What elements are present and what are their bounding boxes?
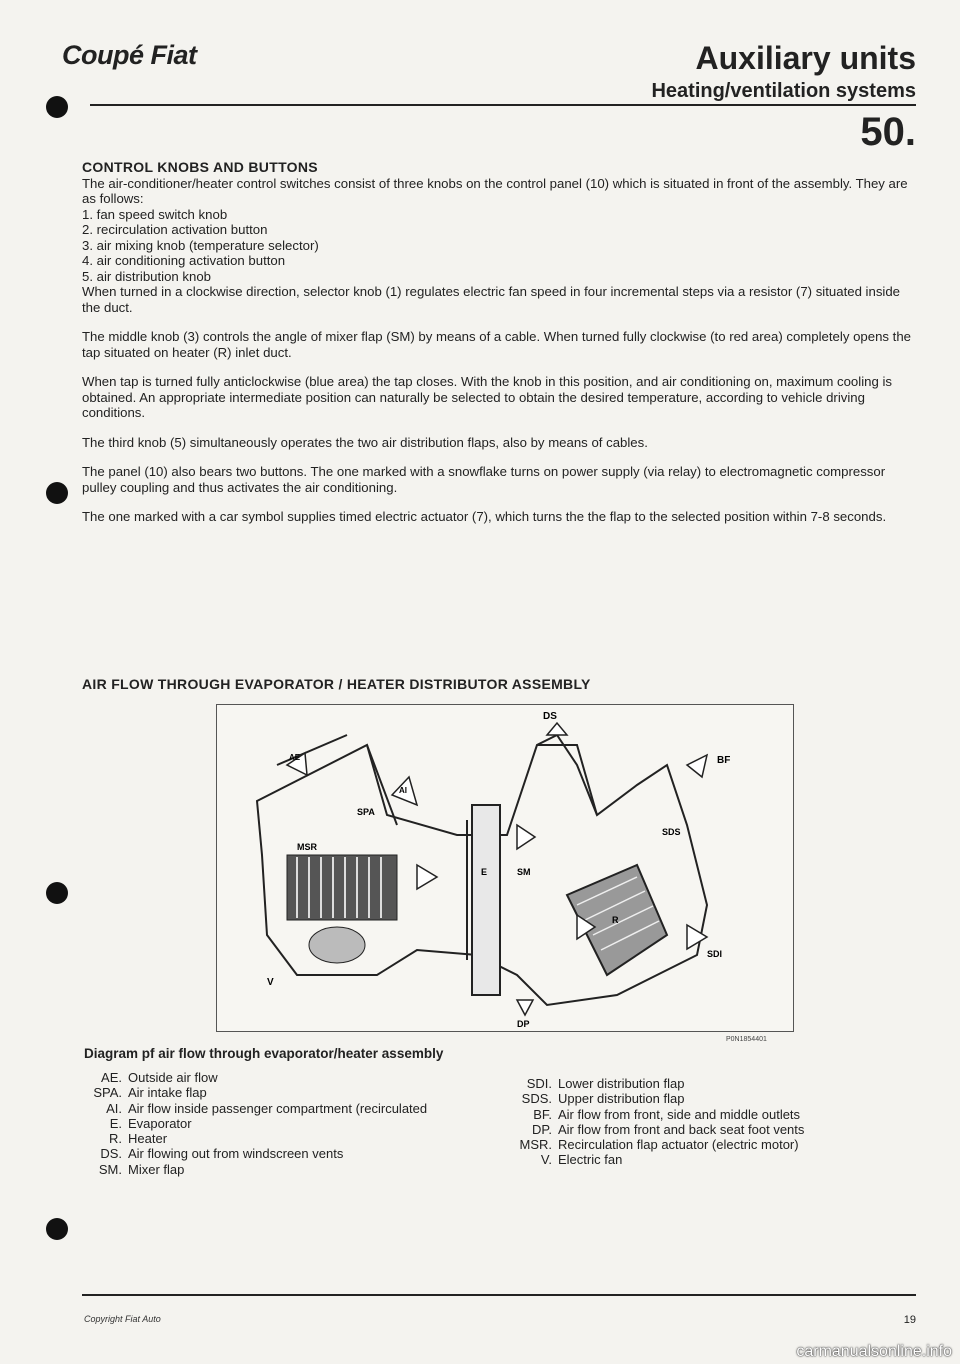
label-sds: SDS	[662, 827, 681, 837]
list-item: 4. air conditioning activation button	[82, 253, 286, 268]
label-ds: DS	[543, 711, 557, 722]
legend-row	[84, 1116, 464, 1131]
paragraph: The panel (10) also bears two buttons. The one marked with a snowflake turns on power supply (via relay) to electromagnetic compressor pulley coupling and thus activates the air conditioning.	[82, 464, 886, 495]
section-title: Auxiliary units	[695, 40, 916, 76]
legend-text: Air flow from front, side and middle outlets	[558, 1106, 801, 1122]
legend-key: AE.	[101, 1070, 122, 1085]
legend-key: R.	[109, 1131, 122, 1147]
paragraph: The third knob (5) simultaneously operates the two air distribution flaps, also by means of cables.	[82, 434, 648, 450]
legend-key: V.	[540, 1152, 552, 1168]
legend-row	[510, 1107, 920, 1122]
legend-row	[84, 1162, 464, 1177]
diagram-drawing	[217, 705, 793, 1031]
legend-key: BF.	[533, 1106, 552, 1122]
label-e: E	[481, 867, 488, 877]
airflow-diagram	[216, 704, 794, 1032]
legend-row	[84, 1101, 464, 1116]
control-section	[82, 160, 916, 539]
legend-text: Mixer flap	[128, 1161, 185, 1177]
legend-row	[510, 1076, 920, 1091]
page-code: 50.	[860, 110, 916, 154]
legend-text: Upper distribution flap	[558, 1091, 685, 1107]
watermark: carmanualsonline.info	[796, 1343, 952, 1360]
legend-text: Lower distribution flap	[558, 1076, 685, 1091]
legend-row	[510, 1122, 920, 1137]
legend-key: E.	[109, 1115, 122, 1131]
legend-key: DS.	[100, 1146, 122, 1162]
label-msr: MSR	[297, 842, 317, 852]
paragraph: The middle knob (3) controls the angle of mixer flap (SM) by means of a cable. When turned fully clockwise (to red area) completely opens the tap situated on heater (R) inlet duct.	[82, 329, 912, 360]
label-ae: AE	[289, 753, 301, 762]
airflow-heading: AIR FLOW THROUGH EVAPORATOR / HEATER DISTRIBUTOR ASSEMBLY	[82, 676, 591, 692]
label-ai: AI	[399, 786, 407, 795]
legend-row	[510, 1137, 920, 1152]
list-item: 2. recirculation activation button	[82, 222, 268, 237]
legend-key: DP.	[532, 1121, 552, 1137]
label-r: R	[612, 915, 619, 925]
legend-row	[510, 1091, 920, 1106]
legend-row	[510, 1152, 920, 1167]
paragraph: When turned in a clockwise direction, selector knob (1) regulates electric fan speed in four incremental steps via a resistor (7) situated inside the duct.	[82, 284, 901, 315]
legend-text: Air flowing out from windscreen vents	[128, 1146, 344, 1162]
subsection-title: Heating/ventilation systems	[651, 80, 916, 102]
legend-key: MSR.	[519, 1137, 552, 1153]
label-sm: SM	[517, 867, 531, 877]
legend-text: Air intake flap	[128, 1085, 207, 1101]
binder-hole	[46, 96, 68, 118]
legend-text: Recirculation flap actuator (electric motor)	[558, 1137, 799, 1153]
label-spa: SPA	[357, 807, 375, 817]
binder-hole	[46, 1218, 68, 1240]
legend-text: Air flow inside passenger compartment (recirculated	[128, 1100, 428, 1116]
legend-text: Evaporator	[128, 1115, 192, 1131]
legend-key: SM.	[98, 1161, 122, 1177]
list-item: 5. air distribution knob	[82, 268, 212, 284]
label-v: V	[267, 977, 274, 988]
legend-row	[84, 1131, 464, 1146]
page-number: 19	[903, 1314, 916, 1326]
list-item: 3. air mixing knob (temperature selector)	[82, 237, 319, 253]
list-item: 1. fan speed switch knob	[82, 206, 228, 222]
brand-title: Coupé Fiat	[62, 40, 197, 70]
legend-key: SDS.	[521, 1091, 552, 1107]
copyright-text: Copyright Fiat Auto	[84, 1314, 161, 1324]
legend-key: SDI.	[526, 1076, 552, 1091]
legend-row	[84, 1070, 464, 1085]
control-intro: The air-conditioner/heater control switches consist of three knobs on the control panel (10) which is situated in front of the assembly. They are as follows:	[82, 175, 908, 206]
figure-caption: Diagram pf air flow through evaporator/heater assembly	[84, 1046, 444, 1061]
legend-key: SPA.	[93, 1085, 122, 1101]
label-bf: BF	[717, 755, 731, 766]
binder-hole	[46, 882, 68, 904]
paragraph: The one marked with a car symbol supplies timed electric actuator (7), which turns the the flap to the selected position within 7-8 seconds.	[82, 509, 887, 524]
legend-text: Air flow from front and back seat foot vents	[558, 1121, 805, 1137]
paragraph: When tap is turned fully anticlockwise (blue area) the tap closes. With the knob in this position, and air conditioning on, maximum cooling is obtained. An appropriate intermediate position can naturally be selected to obtain the desired temperature, according to vehicle driving conditions.	[82, 374, 892, 420]
control-list	[82, 207, 916, 285]
header-rule	[90, 104, 916, 106]
legend-key: AI.	[106, 1100, 122, 1116]
legend-text: Electric fan	[558, 1152, 623, 1168]
binder-hole	[46, 482, 68, 504]
legend-row	[84, 1146, 464, 1161]
legend-left	[84, 1070, 464, 1177]
control-heading: CONTROL KNOBS AND BUTTONS	[82, 159, 318, 175]
label-sdi: SDI	[707, 949, 723, 959]
figure-code: P0N1854401	[726, 1036, 767, 1043]
legend-right	[510, 1076, 920, 1168]
legend-row	[84, 1085, 464, 1100]
label-dp: DP	[517, 1019, 530, 1029]
legend-text: Heater	[128, 1131, 168, 1147]
footer-rule	[82, 1294, 916, 1296]
legend-text: Outside air flow	[128, 1070, 218, 1085]
